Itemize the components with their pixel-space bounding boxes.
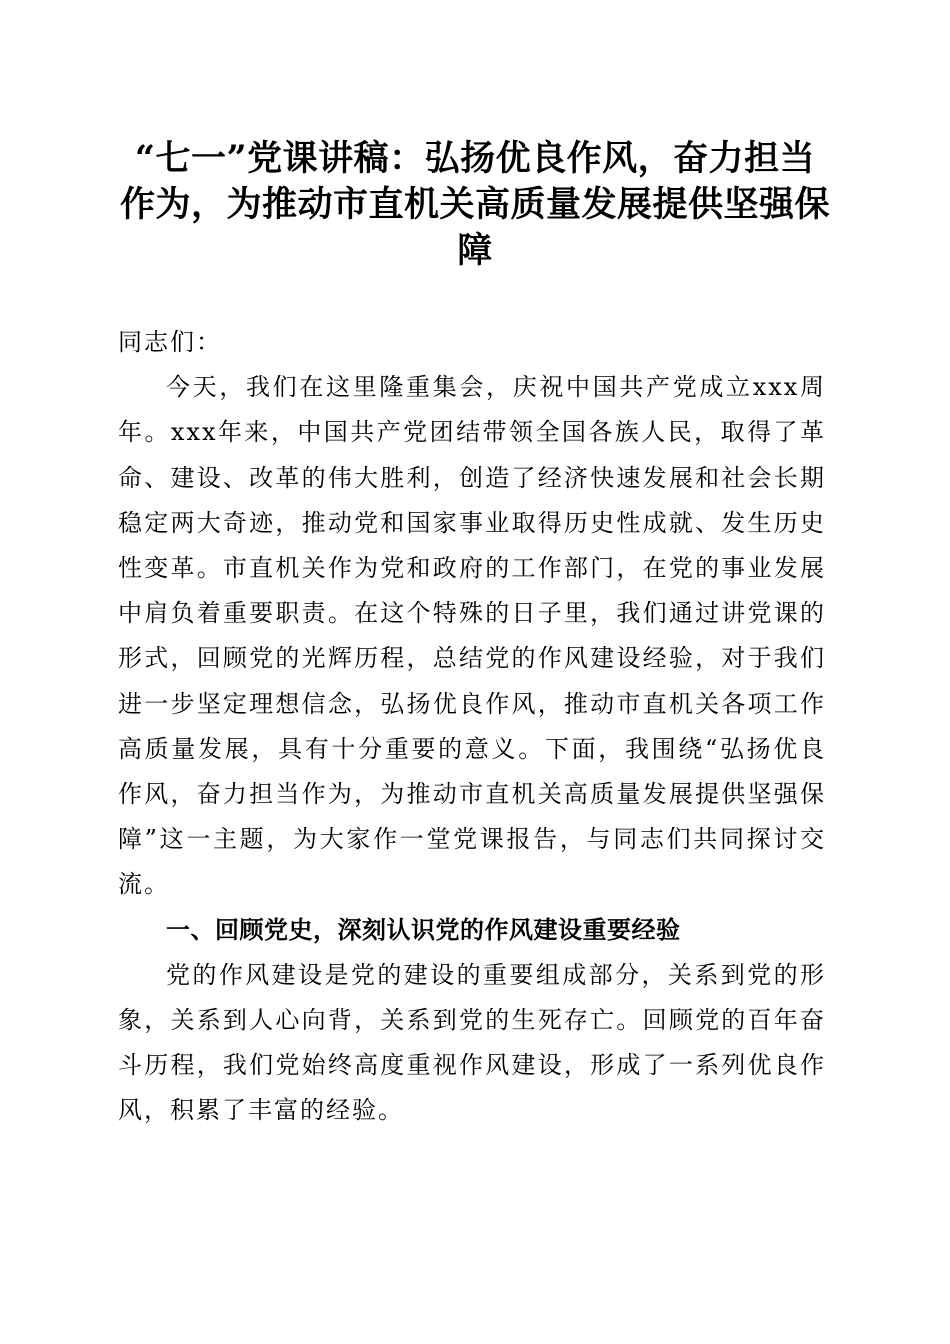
intro-paragraph: 今天，我们在这里隆重集会，庆祝中国共产党成立xxx周年。xxx年来，中国共产党团结带领全国各族人民，取得了革命、建设、改革的伟大胜利，创造了经济快速发展和社会长期稳定两大奇迹，推动党和国家事业取得历史性成就、发生历史性变革。市直机关作为党和政府的工作部门，在党的事业发展中肩负着重要职责。在这个特殊的日子里，我们通过讲党课的形式，回顾党的光辉历程，总结党的作风建设经验，对于我们进一步坚定理想信念，弘扬优良作风，推动市直机关各项工作高质量发展，具有十分重要的意义。下面，我围绕“弘扬优良作风，奋力担当作为，为推动市直机关高质量发展提供坚强保障”这一主题，为大家作一堂党课报告，与同志们共同探讨交流。 <box>118 373 826 899</box>
salutation: 同志们： <box>118 328 222 356</box>
document-body <box>118 320 826 1134</box>
document-title: “七一”党课讲稿：弘扬优良作风，奋力担当作为，为推动市直机关高质量发展提供坚强保障 <box>119 138 830 271</box>
section-paragraph: 党的作风建设是党的建设的重要组成部分，关系到党的形象，关系到人心向背，关系到党的生死存亡。回顾党的百年奋斗历程，我们党始终高度重视作风建设，形成了一系列优良作风，积累了丰富的经验。 <box>118 960 826 1125</box>
section-heading: 一、回顾党史，深刻认识党的作风建设重要经验 <box>166 915 681 944</box>
